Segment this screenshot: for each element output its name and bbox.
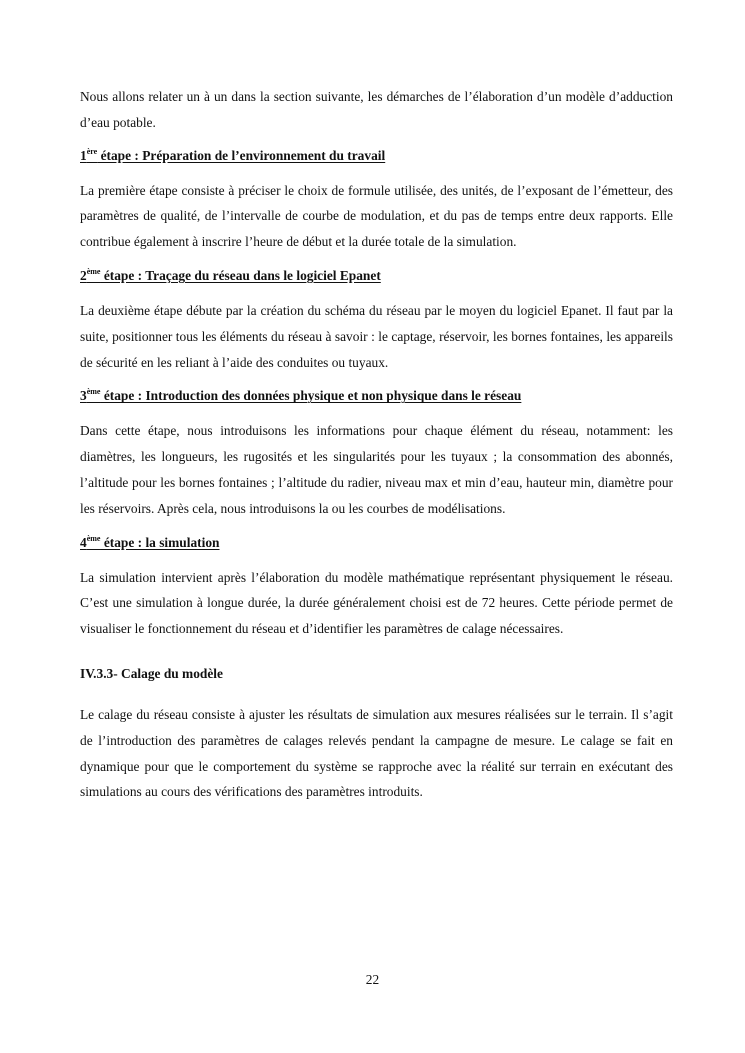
- step-number: 1: [80, 147, 87, 163]
- step-number: 2: [80, 267, 87, 283]
- step-2: [80, 266, 673, 375]
- step-title: étape : Introduction des données physique et non physique dans le réseau: [100, 388, 522, 404]
- step-ordinal: ème: [86, 533, 101, 543]
- page-number: 22: [365, 972, 380, 987]
- step-heading: [80, 146, 673, 166]
- step-number: 3: [80, 388, 87, 404]
- step-paragraph: La deuxième étape débute par la création du schéma du réseau par le moyen du logiciel Epanet. Il faut par la suite, positionner tous les éléments du réseau à savoir : le captage, réservoir, les bornes fontaines, les appareils de sécurité en les reliant à l’aide des conduites ou tuyaux.: [80, 302, 673, 370]
- step-heading: [80, 533, 673, 553]
- step-title: étape : la simulation: [100, 534, 220, 550]
- step-4: [80, 533, 673, 642]
- document-page: [80, 84, 673, 805]
- step-heading: [80, 386, 673, 406]
- step-paragraph: Dans cette étape, nous introduisons les informations pour chaque élément du réseau, notamment: les diamètres, les longueurs, les rugosités et les singularités pour les tuyaux ; la consommation des abonnés, l’altitude pour les bornes fontaines ; l’altitude du radier, niveau max et min d’eau, hauteur min, diamètre pour les réservoirs. Après cela, nous introduisons la ou les courbes de modélisations.: [80, 423, 673, 516]
- step-title: étape : Préparation de l’environnement du travail: [97, 147, 386, 163]
- step-number: 4: [80, 534, 87, 550]
- step-paragraph: La simulation intervient après l’élaboration du modèle mathématique représentant physiquement le réseau. C’est une simulation à longue durée, la durée généralement choisi est de 72 heures. Cette période permet de visualiser le fonctionnement du réseau et d’identifier les paramètres de calage nécessaires.: [80, 569, 673, 637]
- step-3: [80, 386, 673, 521]
- step-title: étape : Traçage du réseau dans le logiciel Epanet: [100, 267, 381, 283]
- step-ordinal: ème: [86, 266, 101, 276]
- section-paragraph: Le calage du réseau consiste à ajuster les résultats de simulation aux mesures réalisées sur le terrain. Il s’agit de l’introduction des paramètres de calages relevés pendant la campagne de mesure. Le calage se fait en dynamique pour que le comportement du système se rapproche avec la réalité sur terrain en exécutant des simulations au cours des vérifications des paramètres introduits.: [80, 706, 673, 800]
- step-1: [80, 146, 673, 255]
- step-ordinal: ère: [86, 146, 98, 156]
- section-title: IV.3.3- Calage du modèle: [80, 665, 223, 681]
- step-paragraph: La première étape consiste à préciser le choix de formule utilisée, des unités, de l’exposant de l’émetteur, des paramètres de qualité, de l’intervalle de courbe de modulation, et du pas de temps entre deux rapports. Elle contribue également à inscrire l’heure de début et la durée totale de la simulation.: [80, 182, 673, 250]
- step-heading: [80, 266, 673, 286]
- intro-paragraph: Nous allons relater un à un dans la section suivante, les démarches de l’élaboration d’un modèle d’adduction d’eau potable.: [80, 89, 673, 130]
- step-ordinal: ème: [86, 387, 101, 397]
